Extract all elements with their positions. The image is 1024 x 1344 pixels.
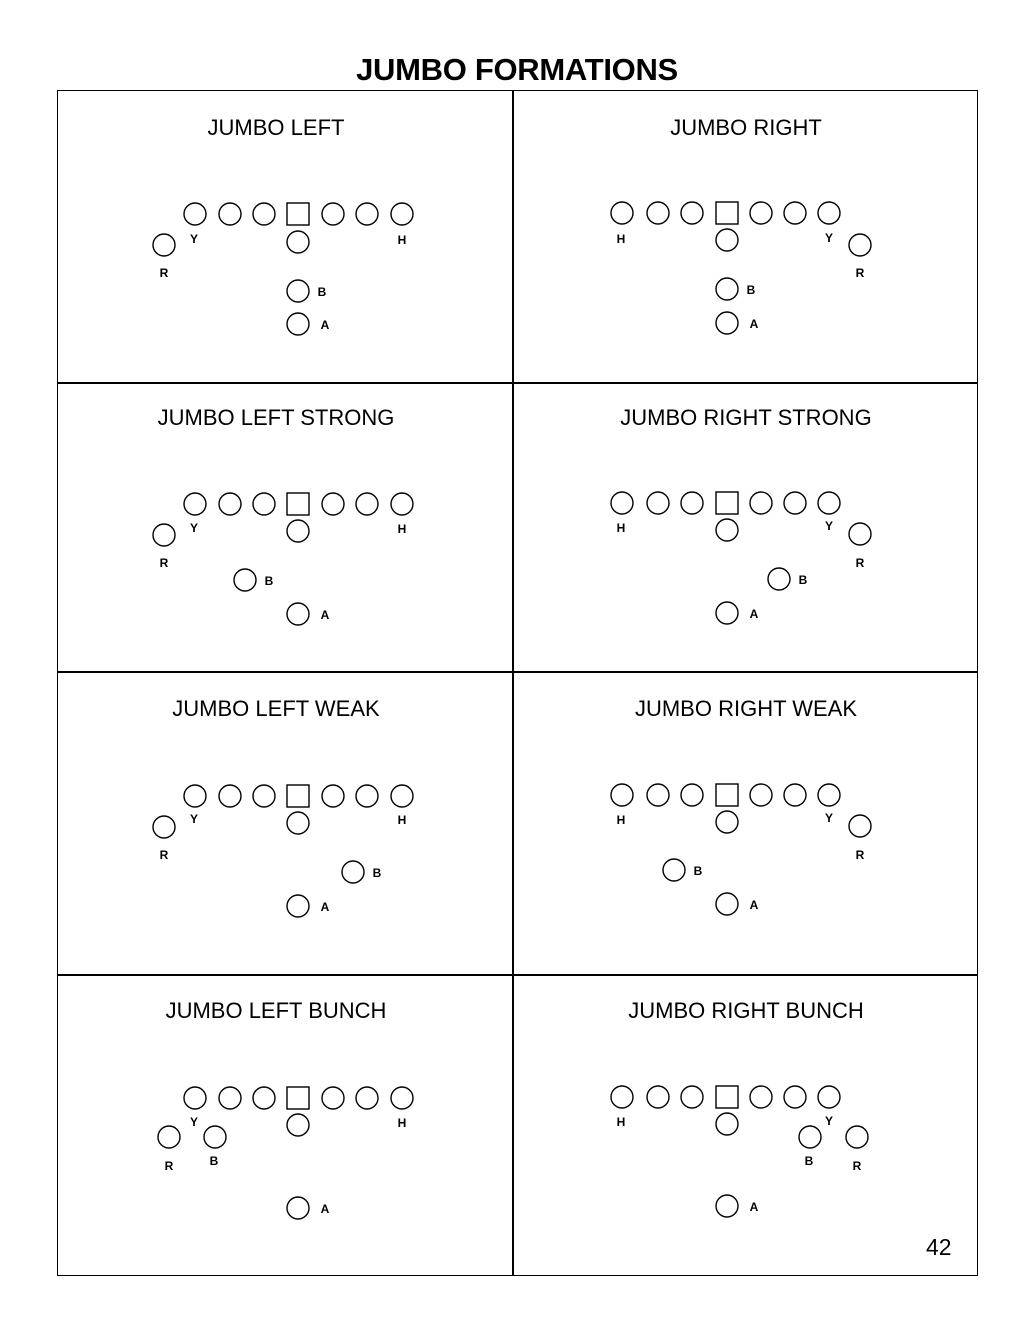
- jumbo-left-strong-label-h: H: [397, 522, 407, 536]
- jumbo-right-bunch-lineman-3: [681, 1086, 703, 1108]
- page-number: 42: [926, 1234, 952, 1260]
- jumbo-left-bunch-center-square: [287, 1087, 309, 1109]
- jumbo-left-lineman-2: [219, 203, 241, 225]
- jumbo-left-label-b: B: [317, 285, 327, 299]
- jumbo-right-bunch-label-h: H: [616, 1115, 626, 1129]
- jumbo-right-strong-label-y: Y: [824, 519, 834, 533]
- jumbo-right-player-a: [716, 312, 738, 334]
- jumbo-right-strong-label-b: B: [798, 573, 808, 587]
- jumbo-left-strong-lineman-6: [356, 493, 378, 515]
- jumbo-right-strong-lineman-5: [750, 492, 772, 514]
- jumbo-left-strong-label-a: A: [320, 608, 330, 622]
- jumbo-right-lineman-5: [750, 202, 772, 224]
- jumbo-right-weak-lineman-5: [750, 784, 772, 806]
- jumbo-right-strong-label-r: R: [855, 556, 865, 570]
- jumbo-left-center-square: [287, 203, 309, 225]
- formation-title-jumbo-right: JUMBO RIGHT: [670, 115, 822, 140]
- jumbo-right-weak-player-b: [663, 859, 685, 881]
- jumbo-left-strong-label-r: R: [159, 556, 169, 570]
- jumbo-left-weak-label-y: Y: [189, 812, 199, 826]
- jumbo-left-bunch-lineman-3: [253, 1087, 275, 1109]
- formation-title-jumbo-left-weak: JUMBO LEFT WEAK: [172, 696, 380, 721]
- jumbo-left-bunch-player-a: [287, 1197, 309, 1219]
- jumbo-right-weak-center-square: [716, 784, 738, 806]
- jumbo-left-weak-label-h: H: [397, 813, 407, 827]
- jumbo-left-weak-lineman-5: [322, 785, 344, 807]
- jumbo-left-strong-lineman-1: [184, 493, 206, 515]
- jumbo-right-strong-lineman-3: [681, 492, 703, 514]
- jumbo-left-weak-label-a: A: [320, 900, 330, 914]
- jumbo-left-strong-player-b: [234, 569, 256, 591]
- jumbo-right-lineman-1: [611, 202, 633, 224]
- jumbo-right-strong-lineman-6: [784, 492, 806, 514]
- jumbo-left-weak-label-b: B: [372, 866, 382, 880]
- jumbo-left-strong-label-b: B: [264, 574, 274, 588]
- jumbo-right-bunch-label-y: Y: [824, 1114, 834, 1128]
- jumbo-left-bunch-lineman-5: [322, 1087, 344, 1109]
- jumbo-left-bunch-label-a: A: [320, 1202, 330, 1216]
- jumbo-right-weak-quarterback: [716, 811, 738, 833]
- jumbo-right-center-square: [716, 202, 738, 224]
- jumbo-left-strong-center-square: [287, 493, 309, 515]
- jumbo-left-bunch-quarterback: [287, 1114, 309, 1136]
- jumbo-right-player-r: [849, 234, 871, 256]
- jumbo-right-bunch-center-square: [716, 1086, 738, 1108]
- jumbo-right-weak-player-a: [716, 893, 738, 915]
- jumbo-left-player-r: [153, 234, 175, 256]
- jumbo-right-label-h: H: [616, 232, 626, 246]
- jumbo-right-strong-label-a: A: [749, 607, 759, 621]
- formation-title-jumbo-left: JUMBO LEFT: [207, 115, 345, 140]
- jumbo-right-bunch-quarterback: [716, 1113, 738, 1135]
- formation-title-jumbo-right-strong: JUMBO RIGHT STRONG: [620, 405, 872, 430]
- jumbo-left-bunch-player-b: [204, 1126, 226, 1148]
- jumbo-left-player-a: [287, 313, 309, 335]
- jumbo-left-weak-quarterback: [287, 812, 309, 834]
- jumbo-right-label-a: A: [749, 317, 759, 331]
- jumbo-left-bunch-label-y: Y: [189, 1115, 199, 1129]
- jumbo-left-bunch-label-h: H: [397, 1116, 407, 1130]
- jumbo-right-weak-lineman-7: [818, 784, 840, 806]
- jumbo-left-weak-lineman-1: [184, 785, 206, 807]
- jumbo-right-strong-quarterback: [716, 519, 738, 541]
- jumbo-left-strong-player-r: [153, 524, 175, 546]
- jumbo-left-weak-lineman-6: [356, 785, 378, 807]
- jumbo-left-weak-center-square: [287, 785, 309, 807]
- jumbo-right-lineman-7: [818, 202, 840, 224]
- jumbo-right-bunch-lineman-2: [647, 1086, 669, 1108]
- jumbo-right-bunch-label-b: B: [804, 1154, 814, 1168]
- jumbo-left-weak-player-r: [153, 816, 175, 838]
- jumbo-right-label-r: R: [855, 266, 865, 280]
- jumbo-left-strong-lineman-5: [322, 493, 344, 515]
- jumbo-right-weak-lineman-1: [611, 784, 633, 806]
- page-title: JUMBO FORMATIONS: [356, 52, 678, 87]
- jumbo-right-strong-lineman-7: [818, 492, 840, 514]
- jumbo-right-strong-lineman-2: [647, 492, 669, 514]
- jumbo-right-label-b: B: [746, 283, 756, 297]
- jumbo-right-weak-label-h: H: [616, 813, 626, 827]
- jumbo-right-bunch-lineman-5: [750, 1086, 772, 1108]
- jumbo-right-weak-label-y: Y: [824, 811, 834, 825]
- jumbo-left-weak-lineman-2: [219, 785, 241, 807]
- jumbo-left-bunch-player-r: [158, 1126, 180, 1148]
- jumbo-right-bunch-lineman-7: [818, 1086, 840, 1108]
- jumbo-right-lineman-3: [681, 202, 703, 224]
- jumbo-left-strong-lineman-3: [253, 493, 275, 515]
- formation-title-jumbo-right-bunch: JUMBO RIGHT BUNCH: [628, 998, 864, 1023]
- jumbo-left-strong-lineman-2: [219, 493, 241, 515]
- jumbo-left-bunch-label-r: R: [164, 1159, 174, 1173]
- jumbo-left-strong-player-a: [287, 603, 309, 625]
- jumbo-left-bunch-lineman-2: [219, 1087, 241, 1109]
- formation-title-jumbo-left-strong: JUMBO LEFT STRONG: [157, 405, 395, 430]
- jumbo-left-strong-lineman-7: [391, 493, 413, 515]
- jumbo-left-lineman-7: [391, 203, 413, 225]
- jumbo-right-bunch-player-b: [799, 1126, 821, 1148]
- jumbo-right-weak-label-r: R: [855, 848, 865, 862]
- jumbo-left-bunch-label-b: B: [209, 1154, 219, 1168]
- jumbo-right-bunch-player-a: [716, 1195, 738, 1217]
- jumbo-right-weak-player-r: [849, 815, 871, 837]
- jumbo-left-weak-player-a: [287, 895, 309, 917]
- jumbo-right-strong-center-square: [716, 492, 738, 514]
- jumbo-left-weak-label-r: R: [159, 848, 169, 862]
- jumbo-right-strong-label-h: H: [616, 521, 626, 535]
- jumbo-right-weak-lineman-6: [784, 784, 806, 806]
- jumbo-left-label-h: H: [397, 233, 407, 247]
- jumbo-right-weak-lineman-3: [681, 784, 703, 806]
- jumbo-right-player-b: [716, 278, 738, 300]
- jumbo-right-bunch-lineman-6: [784, 1086, 806, 1108]
- jumbo-left-lineman-3: [253, 203, 275, 225]
- jumbo-right-quarterback: [716, 229, 738, 251]
- jumbo-left-lineman-6: [356, 203, 378, 225]
- jumbo-right-bunch-player-r: [846, 1126, 868, 1148]
- jumbo-left-lineman-1: [184, 203, 206, 225]
- jumbo-right-strong-player-a: [716, 602, 738, 624]
- jumbo-left-player-b: [287, 280, 309, 302]
- jumbo-left-weak-lineman-7: [391, 785, 413, 807]
- jumbo-right-bunch-label-r: R: [852, 1159, 862, 1173]
- formation-title-jumbo-right-weak: JUMBO RIGHT WEAK: [634, 696, 858, 721]
- jumbo-left-label-a: A: [320, 318, 330, 332]
- jumbo-right-label-y: Y: [824, 231, 834, 245]
- jumbo-right-strong-player-r: [849, 523, 871, 545]
- formation-title-jumbo-left-bunch: JUMBO LEFT BUNCH: [165, 998, 387, 1023]
- jumbo-right-lineman-6: [784, 202, 806, 224]
- jumbo-right-weak-label-a: A: [749, 898, 759, 912]
- jumbo-left-weak-player-b: [342, 861, 364, 883]
- jumbo-left-label-r: R: [159, 266, 169, 280]
- jumbo-right-lineman-2: [647, 202, 669, 224]
- jumbo-left-strong-quarterback: [287, 520, 309, 542]
- jumbo-left-strong-label-y: Y: [189, 521, 199, 535]
- jumbo-left-lineman-5: [322, 203, 344, 225]
- jumbo-left-bunch-lineman-1: [184, 1087, 206, 1109]
- jumbo-right-weak-label-b: B: [693, 864, 703, 878]
- jumbo-right-bunch-label-a: A: [749, 1200, 759, 1214]
- jumbo-left-weak-lineman-3: [253, 785, 275, 807]
- jumbo-right-weak-lineman-2: [647, 784, 669, 806]
- jumbo-left-bunch-lineman-6: [356, 1087, 378, 1109]
- jumbo-left-label-y: Y: [189, 232, 199, 246]
- jumbo-right-strong-lineman-1: [611, 492, 633, 514]
- jumbo-left-bunch-lineman-7: [391, 1087, 413, 1109]
- jumbo-left-quarterback: [287, 231, 309, 253]
- jumbo-right-bunch-lineman-1: [611, 1086, 633, 1108]
- jumbo-right-strong-player-b: [768, 568, 790, 590]
